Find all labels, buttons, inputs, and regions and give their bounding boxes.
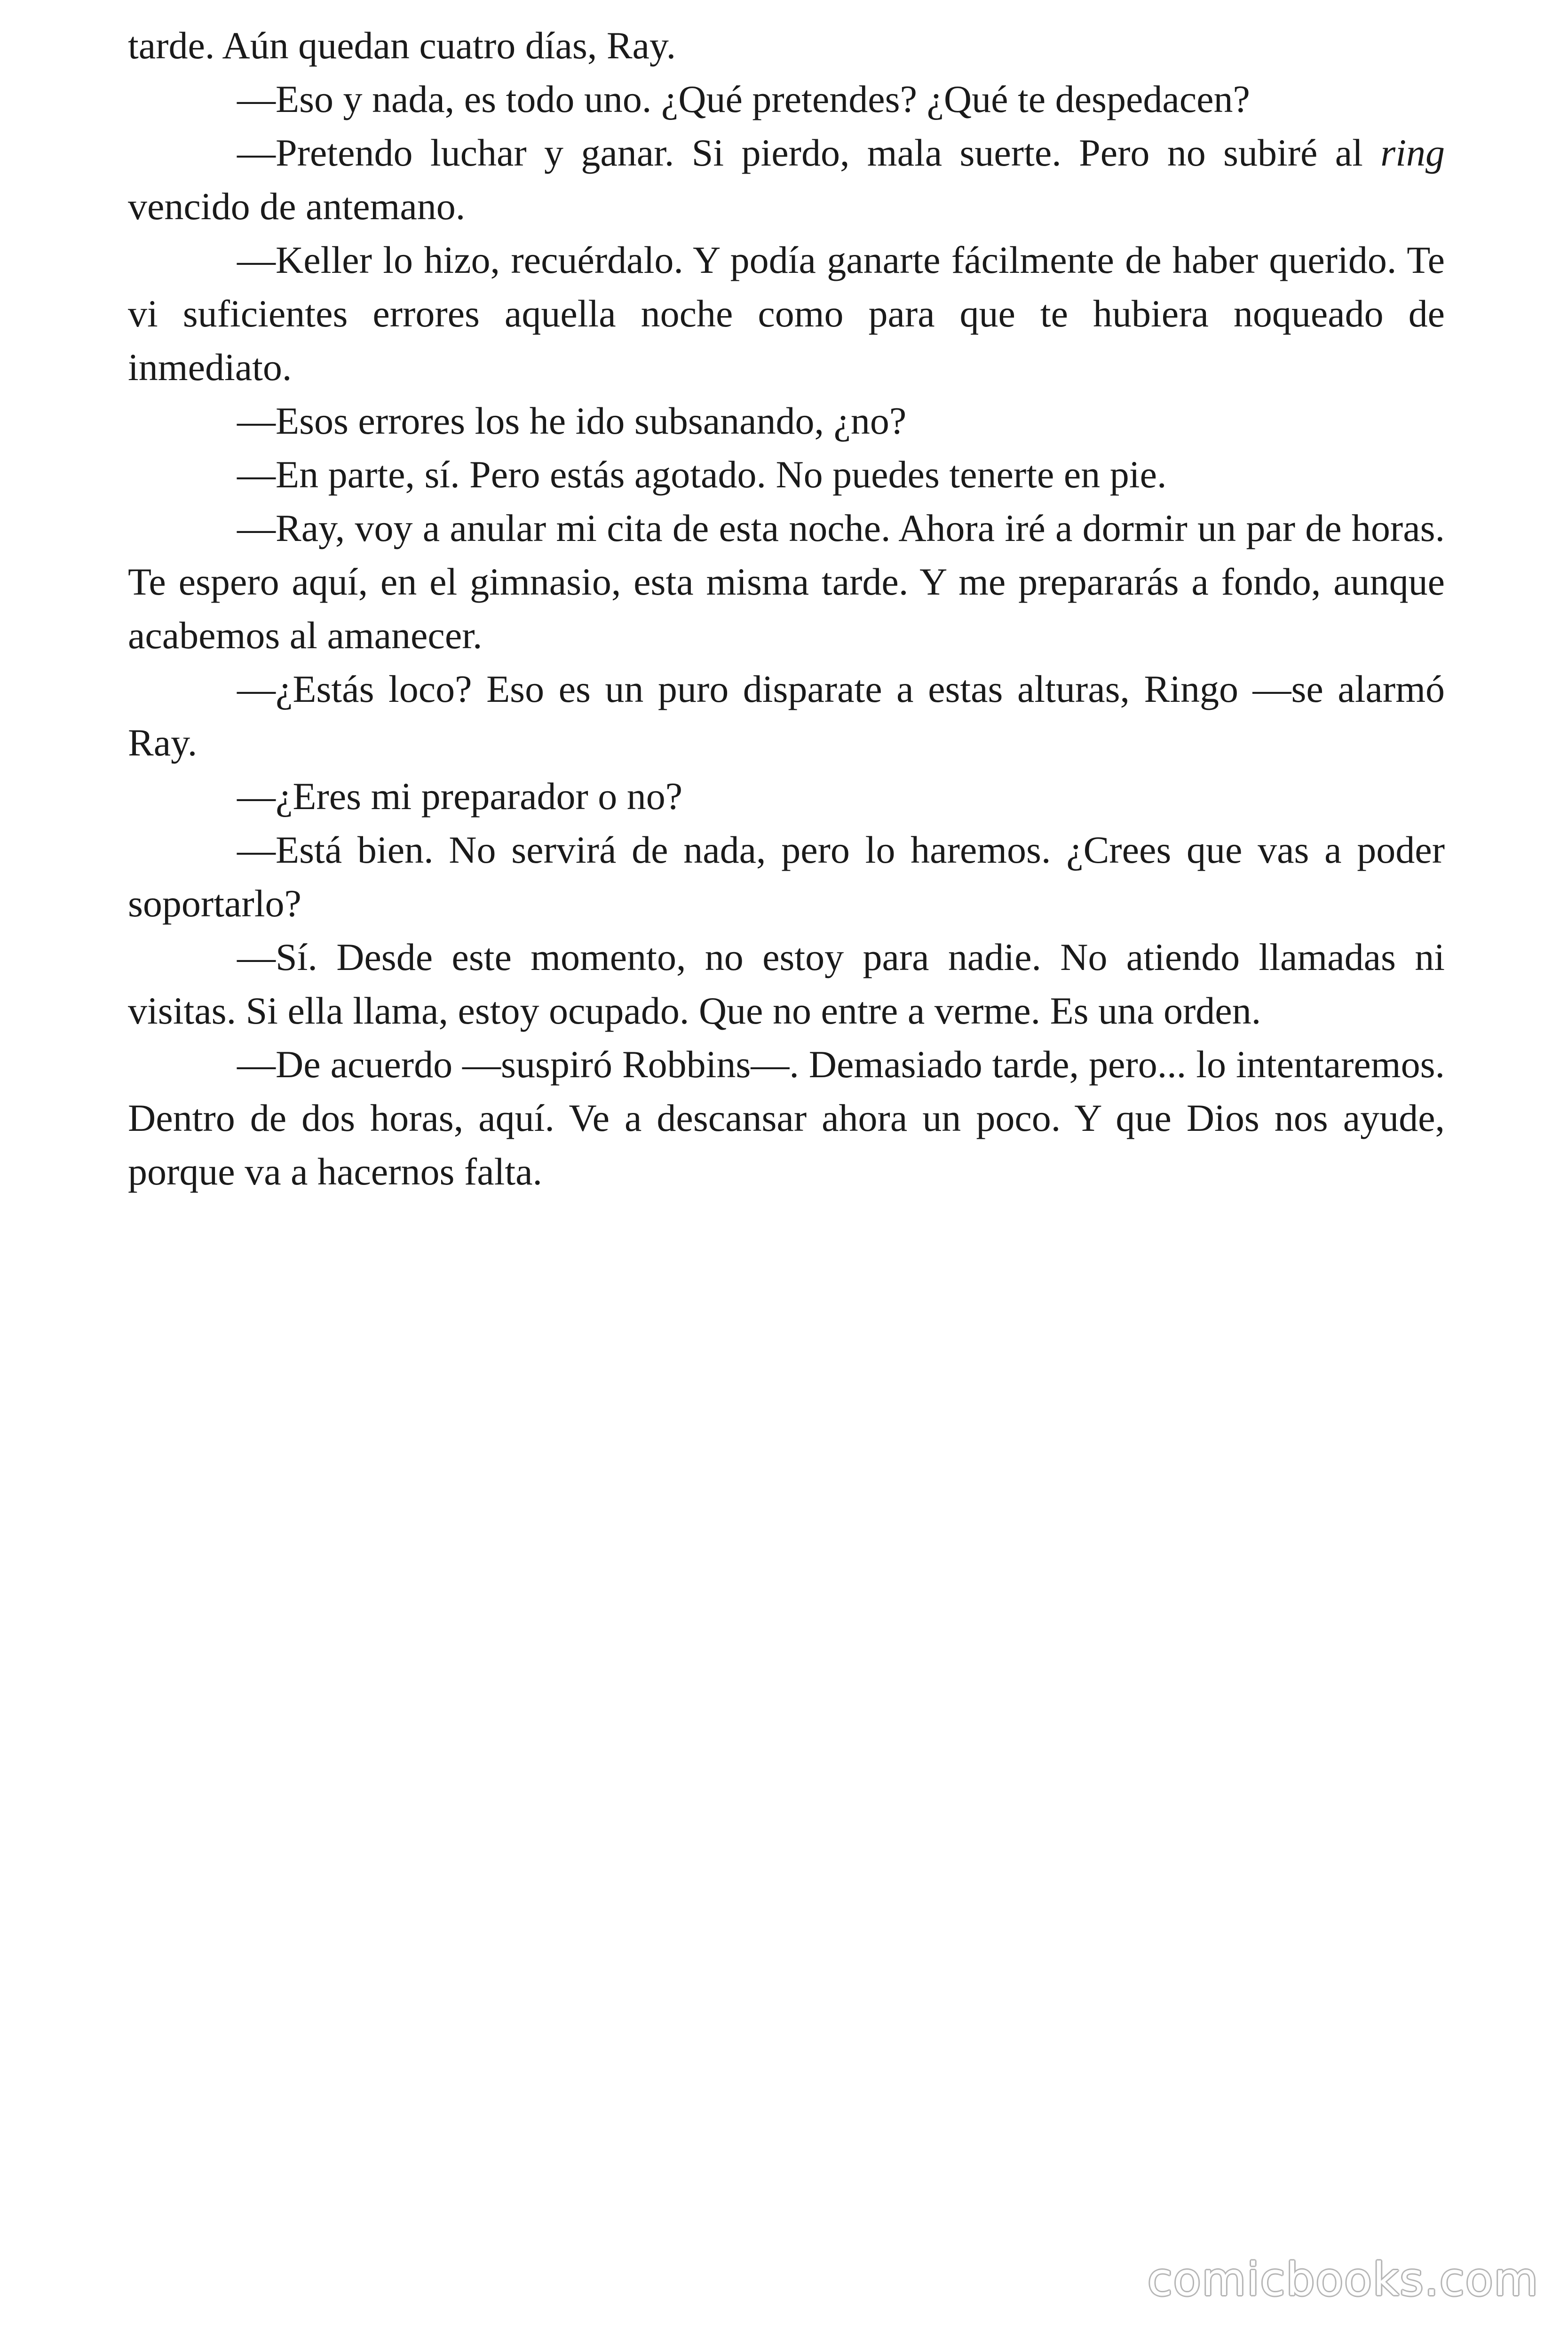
paragraph-6: —En parte, sí. Pero estás agotado. No puedes tenerte en pie. xyxy=(237,453,1167,496)
text-body xyxy=(128,19,1445,1199)
watermark: comicbooks.com xyxy=(1147,2253,1539,2306)
paragraph-1: tarde. Aún quedan cuatro días, Ray. xyxy=(128,24,676,67)
italic-ring: ring xyxy=(1380,131,1445,174)
paragraph-8: —¿Estás loco? Eso es un puro disparate a estas alturas, Ringo —se alarmó Ray. xyxy=(128,667,1445,764)
paragraph-7: —Ray, voy a anular mi cita de esta noche. Ahora iré a dormir un par de horas. Te espero aquí, en el gimnasio, esta misma tarde. Y me prepararás a fondo, aunque acabemos al amanecer. xyxy=(128,507,1445,657)
paragraph-2: —Eso y nada, es todo uno. ¿Qué pretendes? ¿Qué te despedacen? xyxy=(237,78,1250,120)
paragraph-9: —¿Eres mi preparador o no? xyxy=(237,775,683,818)
paragraph-4: —Keller lo hizo, recuérdalo. Y podía ganarte fácilmente de haber querido. Te vi suficientes errores aquella noche como para que te hubiera noqueado de inmediato. xyxy=(128,238,1445,389)
paragraph-12: —De acuerdo —suspiró Robbins—. Demasiado tarde, pero... lo intentaremos. Dentro de dos horas, aquí. Ve a descansar ahora un poco. Y que Dios nos ayude, porque va a hacernos falta. xyxy=(128,1043,1445,1193)
paragraph-5: —Esos errores los he ido subsanando, ¿no? xyxy=(237,399,907,442)
paragraph-10: —Está bien. No servirá de nada, pero lo haremos. ¿Crees que vas a poder soportarlo? xyxy=(128,828,1445,925)
paragraph-3-after: vencido de antemano. xyxy=(128,185,466,228)
paragraph-3 xyxy=(128,126,1445,233)
paragraph-11: —Sí. Desde este momento, no estoy para nadie. No atiendo llamadas ni visitas. Si ella llama, estoy ocupado. Que no entre a verme. Es una orden. xyxy=(128,936,1445,1032)
paragraph-3-before: —Pretendo luchar y ganar. Si pierdo, mala suerte. Pero no subiré al xyxy=(237,131,1381,174)
